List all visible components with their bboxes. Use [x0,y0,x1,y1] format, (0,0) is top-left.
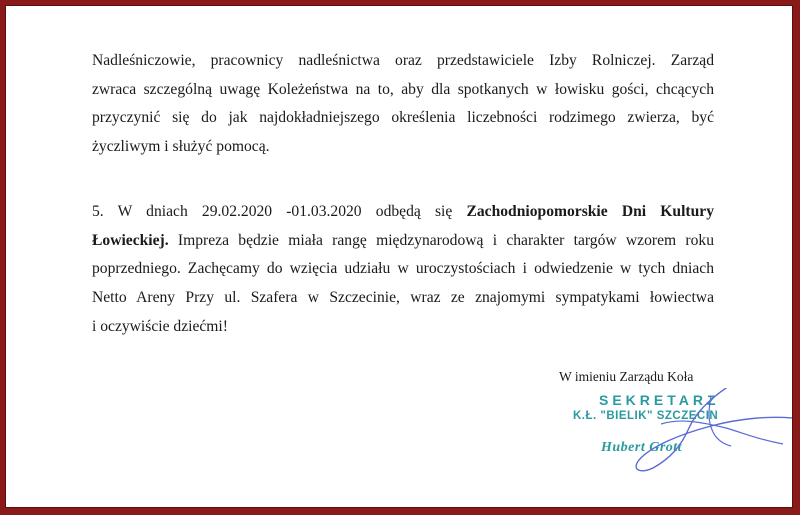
text-line [92,198,714,227]
secretary-stamp [561,388,793,488]
text-line: zwraca szczególną uwagę Koleżeństwa na to, aby dla spotkanych w łowisku gości, chcących [92,80,714,98]
text-segment: 5. W dniach 29.02.2020 -01.03.2020 odbędą się [92,203,467,220]
text-line [92,227,714,256]
text-line: Netto Areny Przy ul. Szafera w Szczecinie, wraz ze znajomymi sympatykami łowiectwa [92,289,714,307]
paragraph-1 [92,47,714,162]
stamp-club: K.Ł. "BIELIK" SZCZECIN [573,410,719,422]
handwritten-signature [561,388,793,488]
text-line: poprzedniego. Zachęcamy do wzięcia udziału w uroczystościach i odwiedzenie w tych dniach [92,260,714,278]
document-page [5,5,793,508]
text-line: życzliwym i służyć pomocą. [92,138,270,156]
text-line: i oczywiście dziećmi! [92,317,228,335]
closing-line: W imieniu Zarządu Koła [559,369,694,384]
stamp-name: Hubert Grott [601,440,683,455]
event-name-part2: Łowieckiej. [92,231,169,249]
paragraph-2 [92,198,714,342]
text-segment: Impreza będzie miała rangę międzynarodową i charakter targów wzorem roku [168,231,714,249]
stamp-title: SEKRETARZ [599,392,720,408]
event-name-part1: Zachodniopomorskie Dni Kultury [466,203,714,220]
text-line: przyczynić się do jak najdokładniejszego określenia liczebności rodzimego zwierza, być [92,109,714,127]
text-line: Nadleśniczowie, pracownicy nadleśnictwa oraz przedstawiciele Izby Rolniczej. Zarząd [92,52,714,69]
